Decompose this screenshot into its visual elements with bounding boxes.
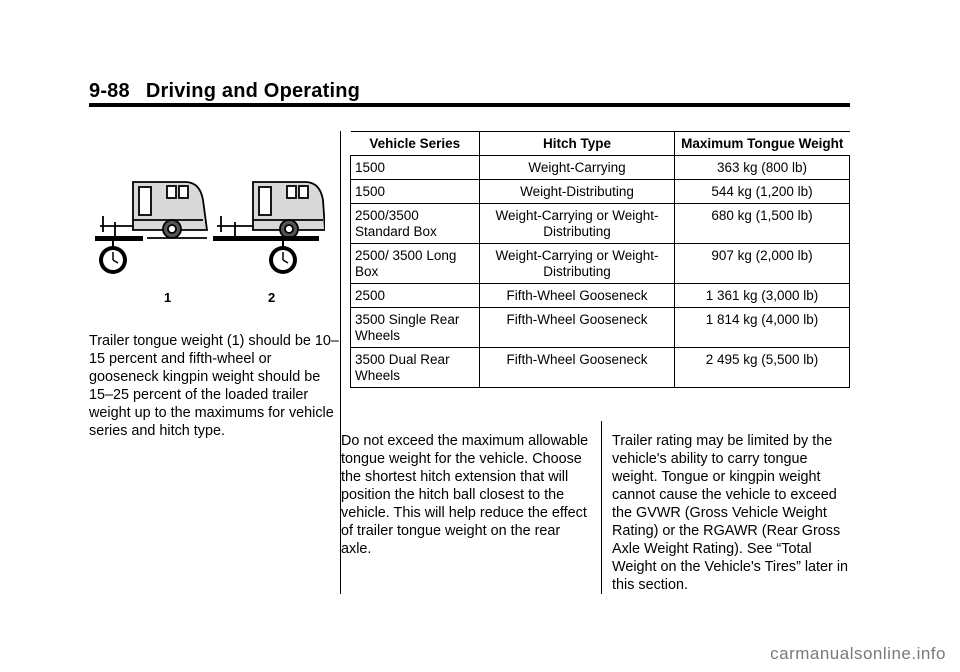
table-row	[351, 348, 850, 388]
scale-gauge-1-icon	[99, 246, 127, 274]
page-header	[89, 80, 360, 103]
column-header-max-tongue-weight: Maximum Tongue Weight	[675, 132, 850, 156]
hitch-type-cell: Weight-Distributing	[480, 180, 675, 204]
vehicle-series-cell: 3500 Dual Rear Wheels	[351, 348, 480, 388]
vehicle-series-cell: 2500/ 3500 Long Box	[351, 244, 480, 284]
max-weight-cell: 1 361 kg (3,000 lb)	[675, 284, 850, 308]
vehicle-series-cell: 2500	[351, 284, 480, 308]
table-row	[351, 284, 850, 308]
max-weight-cell: 1 814 kg (4,000 lb)	[675, 308, 850, 348]
trailer-weight-illustration	[95, 172, 325, 307]
hitch-type-cell: Fifth-Wheel Gooseneck	[480, 348, 675, 388]
table-row	[351, 204, 850, 244]
hitch-type-cell: Fifth-Wheel Gooseneck	[480, 284, 675, 308]
trailer-rating-paragraph: Trailer rating may be limited by the vehicle's ability to carry tongue weight. Tongue or kingpin weight cannot cause the vehicle to exceed the GVWR (Gross Vehicle Weight Rating) or the RGAWR (Rear Gross Axle Weight Rating). See “Total Weight on the Vehicle's Tires” later in this section.	[612, 433, 849, 593]
table-row	[351, 308, 850, 348]
max-weight-cell: 907 kg (2,000 lb)	[675, 244, 850, 284]
hitch-type-cell: Fifth-Wheel Gooseneck	[480, 308, 675, 348]
vehicle-series-cell: 3500 Single Rear Wheels	[351, 308, 480, 348]
watermark: carmanualsonline.info	[770, 644, 946, 663]
header-rule	[89, 103, 850, 107]
hitch-type-cell: Weight-Carrying or Weight-Distributing	[480, 204, 675, 244]
table-row	[351, 244, 850, 284]
table-row	[351, 156, 850, 180]
tongue-weight-table	[350, 131, 850, 388]
max-weight-cell: 544 kg (1,200 lb)	[675, 180, 850, 204]
table-row	[351, 180, 850, 204]
table-header-row	[351, 132, 850, 156]
max-weight-cell: 2 495 kg (5,500 lb)	[675, 348, 850, 388]
max-tongue-weight-paragraph: Do not exceed the maximum allowable tongue weight for the vehicle. Choose the shortest hitch extension that will position the hitch ball closest to the vehicle. This will help reduce the effect of trailer tongue weight on the rear axle.	[341, 433, 589, 557]
hitch-type-cell: Weight-Carrying	[480, 156, 675, 180]
vehicle-series-cell: 2500/3500 Standard Box	[351, 204, 480, 244]
illustration-label-2: 2	[268, 290, 276, 305]
illustration-label-1: 1	[164, 290, 172, 305]
trailer-1-icon	[100, 182, 207, 238]
vehicle-bed-1	[95, 236, 143, 241]
section-title: Driving and Operating	[145, 80, 361, 102]
tongue-weight-paragraph: Trailer tongue weight (1) should be 10–15 percent and fifth-wheel or gooseneck kingpin weight should be 15–25 percent of the loaded trailer weight up to the maximums for vehicle series and hitch type.	[89, 333, 339, 439]
max-weight-cell: 680 kg (1,500 lb)	[675, 204, 850, 244]
hitch-type-cell: Weight-Carrying or Weight-Distributing	[480, 244, 675, 284]
trailer-2-icon	[217, 182, 325, 238]
column-header-vehicle-series: Vehicle Series	[351, 132, 480, 156]
vehicle-series-cell: 1500	[351, 180, 480, 204]
vehicle-bed-2	[213, 236, 319, 241]
scale-gauge-2-icon	[269, 246, 297, 274]
max-weight-cell: 363 kg (800 lb)	[675, 156, 850, 180]
column-divider-right	[601, 421, 602, 594]
vehicle-series-cell: 1500	[351, 156, 480, 180]
column-header-hitch-type: Hitch Type	[480, 132, 675, 156]
page-number: 9-88	[89, 80, 130, 102]
